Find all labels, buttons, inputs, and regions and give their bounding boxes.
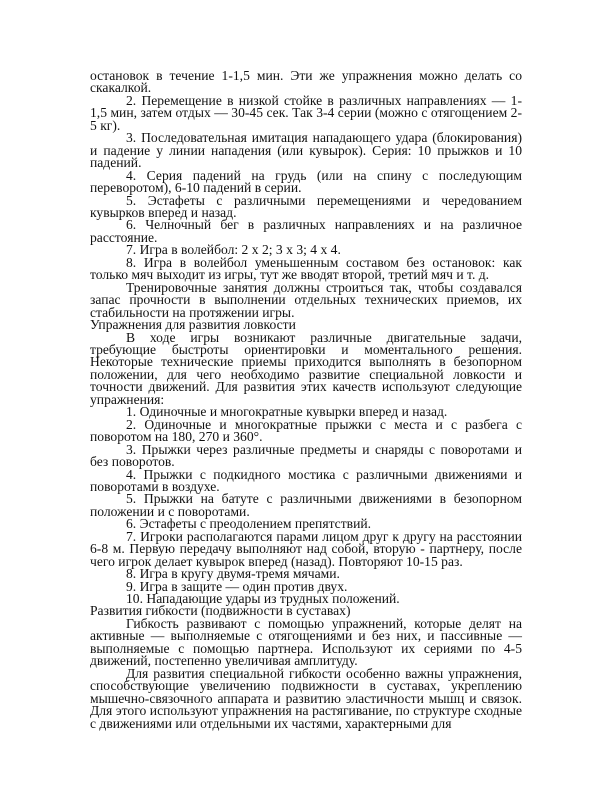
list-item: 10. Нападающие удары из трудных положений. — [126, 591, 400, 607]
paragraph: Гибкость развивают с помощью упражнений, которые делят на активные — выполняемые с отягощениями и без них, и пассивные — выполняемые с помощью партнера. Используют их сериями по 4-5 движений, постепенно увеличивая амплитуду. — [90, 615, 522, 669]
section-heading: Развития гибкости (подвижности в суставах) — [90, 603, 351, 619]
paragraph: Для развития специальной гибкости особенно важны упражнения, способствующие увеличению подвижности в суставах, укреплению мышечно-связочного аппарата и развитию эластичности мышц и связок. Для этого используют упражнения на растягивание, по структуре сходные с движениями или отдельными их частями, характерными для — [90, 665, 522, 731]
list-item: 8. Игра в волейбол уменьшенным составом без остановок: как только мяч выходит из игры, тут же вводят второй, третий мяч и т. д. — [90, 254, 522, 283]
document-page — [90, 70, 522, 730]
list-item: 8. Игра в кругу двумя-тремя мячами. — [126, 566, 340, 582]
list-item: 9. Игра в защите — один против двух. — [126, 578, 348, 594]
paragraph-intro: остановок в течение 1-1,5 мин. Эти же упражнения можно делать со скакалкой. — [90, 68, 522, 96]
paragraph: В ходе игры возникают различные двигательные задачи, требующие быстроты ориентировки и моментального решения. Некоторые технические приемы приходится выполнять в безопорном положении, для чего необходимо развитие специальной ловкости и точности движений. Для развития этих качеств используют следующие упражнения: — [90, 329, 522, 407]
list-item: 5. Прыжки на батуте с различными движениями в безопорном положении и с поворотами. — [90, 491, 522, 519]
list-item: 6. Эстафеты с преодолением препятствий. — [126, 516, 372, 532]
list-item: 5. Эстафеты с различными перемещениями и чередованием кувырков вперед и назад. — [90, 192, 522, 220]
list-item: 2. Перемещение в низкой стойке в различных направлениях — 1-1,5 мин, затем отдых — 30-45 сек. Так 3-4 серии (можно с отягощением 2-5 кг). — [90, 92, 522, 133]
list-item: 1. Одиночные и многократные кувырки вперед и назад. — [126, 404, 448, 420]
paragraph: Тренировочные занятия должны строиться так, чтобы создавался запас прочности в выполнении отдельных технических приемов, их стабильности на протяжении игры. — [90, 279, 522, 320]
list-item: 4. Серия падений на грудь (или на спину с последующим переворотом), 6-10 падений в серии. — [90, 167, 522, 196]
list-item: 3. Последовательная имитация нападающего удара (блокирования) и падение у линии нападения (или кувырок). Серия: 10 прыжков и 10 падений. — [90, 130, 522, 171]
list-item: 7. Игра в волейбол: 2 х 2; 3 х 3; 4 х 4. — [126, 242, 341, 258]
list-item: 3. Прыжки через различные предметы и снаряды с поворотами и без поворотов. — [90, 441, 522, 470]
list-item: 7. Игроки располагаются парами лицом друг к другу на расстоянии 6-8 м. Первую передачу выполняют над собой, вторую - партнеру, после чего игрок делает кувырок вперед (назад). Повторяют 10-15 раз. — [90, 528, 522, 569]
list-item: 6. Челночный бег в различных направлениях и на различное расстояние. — [90, 217, 522, 245]
list-item: 4. Прыжки с подкидного мостика с различными движениями и поворотами в воздухе. — [90, 466, 522, 494]
section-heading: Упражнения для развития ловкости — [90, 317, 296, 333]
list-item: 2. Одиночные и многократные прыжки с места и с разбега с поворотом на 180, 270 и 360°. — [90, 416, 522, 445]
